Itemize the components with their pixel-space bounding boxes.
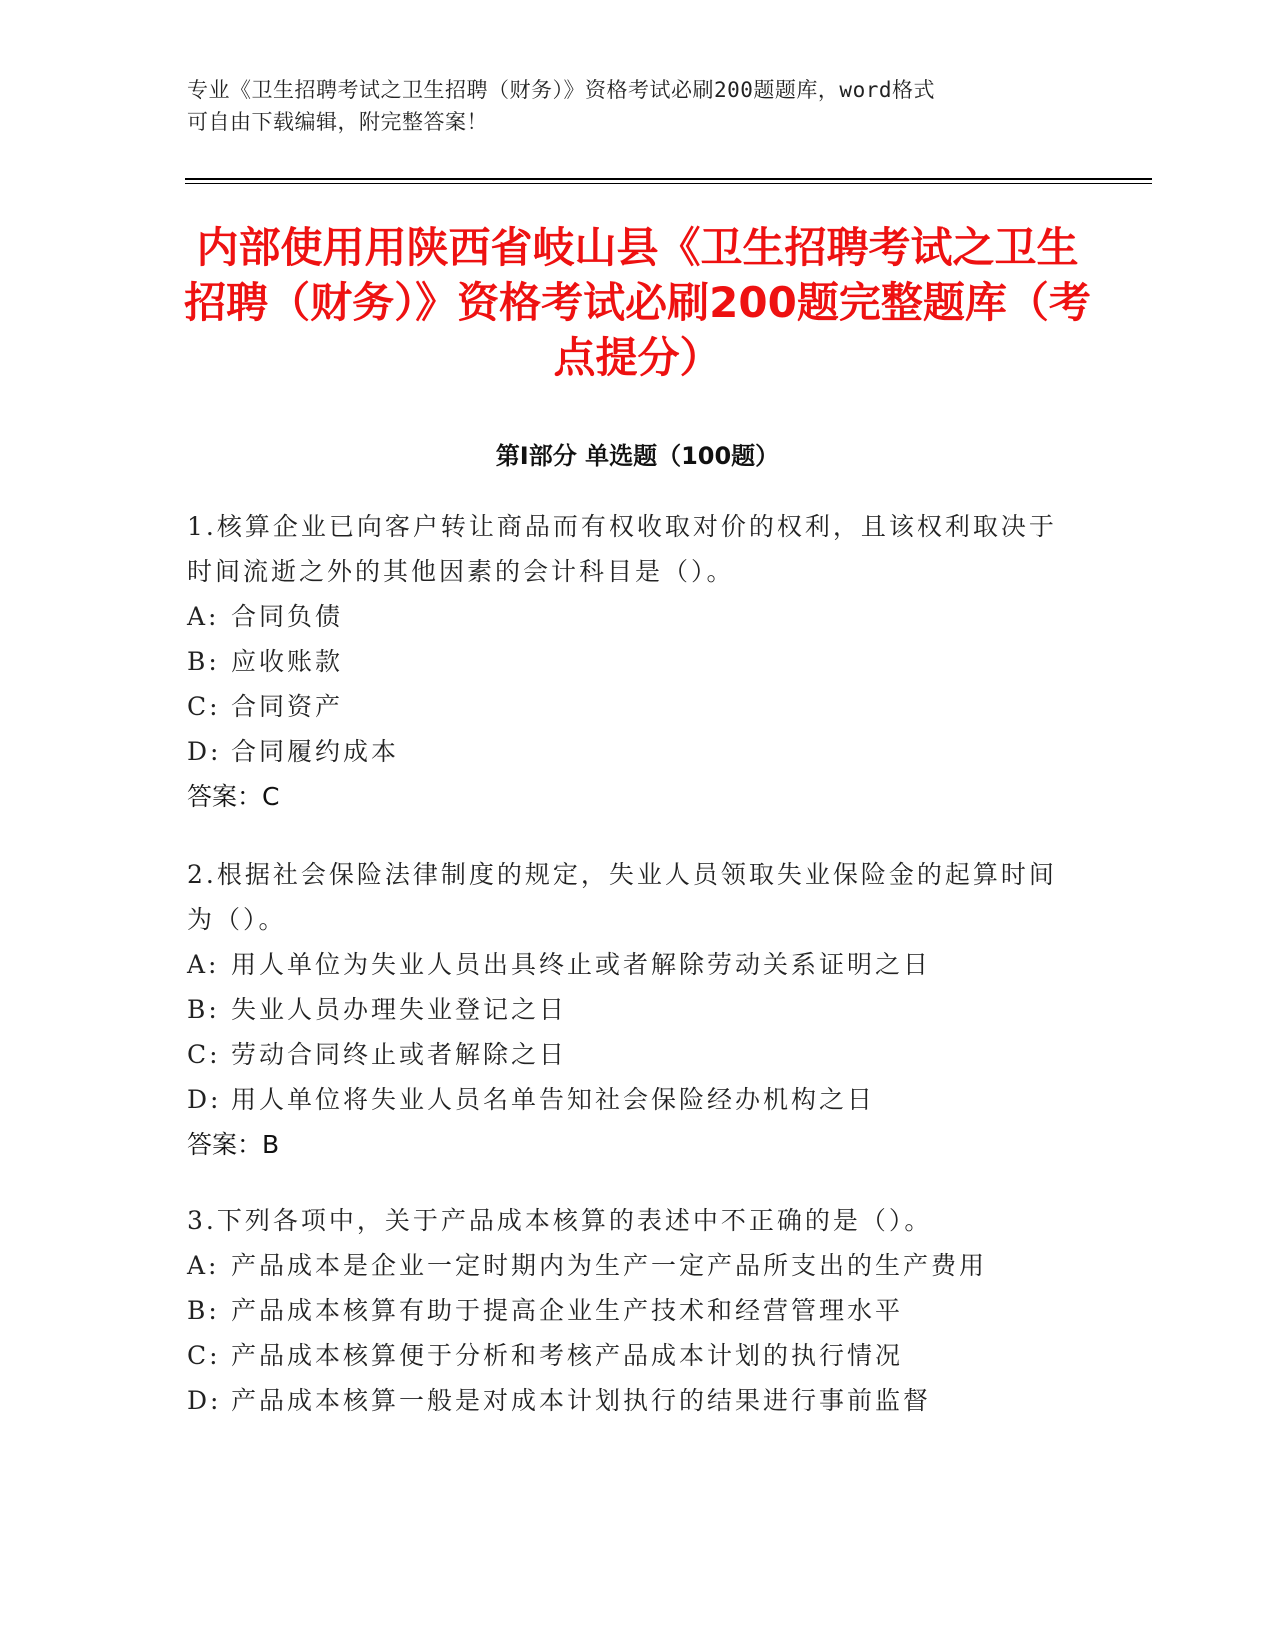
- option-c: [187, 1032, 1067, 1077]
- option-text: 产品成本是企业一定时期内为生产一定产品所支出的生产费用: [231, 1251, 988, 1280]
- option-text: 合同资产: [231, 692, 344, 721]
- option-letter: D:: [187, 737, 222, 766]
- option-a: [187, 942, 1067, 987]
- header-note-line-1: 专业《卫生招聘考试之卫生招聘（财务）》资格考试必刷200题题库，word格式: [187, 78, 935, 102]
- header-note-line-2: 可自由下载编辑，附完整答案！: [187, 110, 488, 134]
- question-2: [187, 852, 1067, 1167]
- option-letter: B:: [187, 995, 220, 1024]
- option-b: [187, 639, 1067, 684]
- option-d: [187, 1077, 1067, 1122]
- option-letter: A:: [187, 1251, 220, 1280]
- option-letter: C:: [187, 1341, 221, 1370]
- option-text: 用人单位将失业人员名单告知社会保险经办机构之日: [231, 1085, 876, 1114]
- section-heading: 第Ⅰ部分 单选题（100题）: [495, 442, 780, 470]
- option-text: 合同履约成本: [231, 737, 400, 766]
- option-letter: D:: [187, 1386, 222, 1415]
- option-c: [187, 684, 1067, 729]
- header-note: [187, 74, 1067, 138]
- option-letter: C:: [187, 692, 221, 721]
- option-text: 产品成本核算便于分析和考核产品成本计划的执行情况: [231, 1341, 904, 1370]
- answer-line: 答案：C: [187, 782, 280, 811]
- header-divider: [185, 178, 1152, 184]
- option-letter: A:: [187, 950, 220, 979]
- option-a: [187, 1243, 1067, 1288]
- option-c: [187, 1333, 1067, 1378]
- option-a: [187, 594, 1067, 639]
- option-letter: D:: [187, 1085, 222, 1114]
- option-text: 失业人员办理失业登记之日: [231, 995, 568, 1024]
- option-text: 产品成本核算一般是对成本计划执行的结果进行事前监督: [231, 1386, 932, 1415]
- question-1: [187, 504, 1067, 819]
- option-text: 劳动合同终止或者解除之日: [231, 1040, 568, 1069]
- option-letter: A:: [187, 602, 220, 631]
- question-stem: 1.核算企业已向客户转让商品而有权收取对价的权利，且该权利取决于时间流逝之外的其他因素的会计科目是（）。: [187, 512, 1057, 586]
- option-b: [187, 987, 1067, 1032]
- option-letter: B:: [187, 1296, 220, 1325]
- option-letter: C:: [187, 1040, 221, 1069]
- option-text: 合同负债: [231, 602, 344, 631]
- option-text: 产品成本核算有助于提高企业生产技术和经营管理水平: [231, 1296, 904, 1325]
- option-b: [187, 1288, 1067, 1333]
- document-title: 内部使用用陕西省岐山县《卫生招聘考试之卫生招聘（财务）》资格考试必刷200题完整题库（考点提分）: [184, 223, 1091, 382]
- option-d: [187, 1378, 1067, 1423]
- option-text: 应收账款: [231, 647, 344, 676]
- question-3: [187, 1198, 1067, 1423]
- question-stem: 3.下列各项中，关于产品成本核算的表述中不正确的是（）。: [187, 1206, 933, 1235]
- answer-line: 答案：B: [187, 1130, 280, 1159]
- option-letter: B:: [187, 647, 220, 676]
- option-text: 用人单位为失业人员出具终止或者解除劳动关系证明之日: [231, 950, 932, 979]
- option-d: [187, 729, 1067, 774]
- question-stem: 2.根据社会保险法律制度的规定，失业人员领取失业保险金的起算时间为（）。: [187, 860, 1057, 934]
